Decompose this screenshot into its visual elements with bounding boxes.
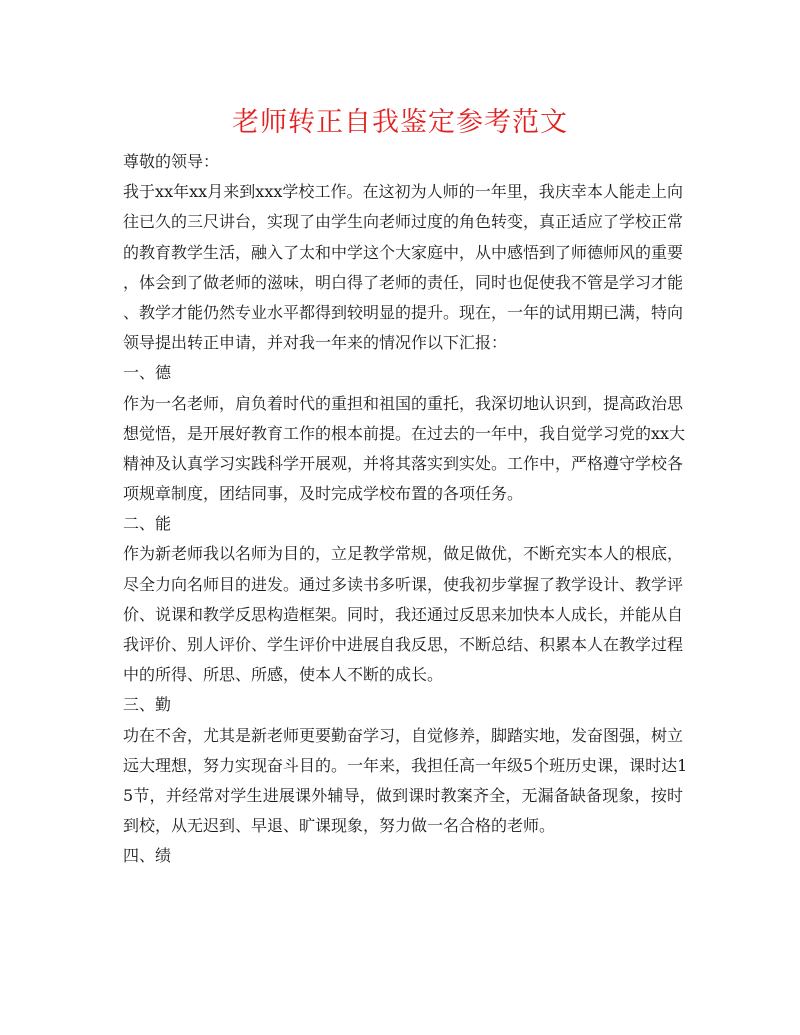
document-title: 老师转正自我鉴定参考范文 [232,107,568,138]
paragraph-line: 想觉悟，是开展好教育工作的根本前提。在过去的一年中，我自觉学习党的xx大 [123,423,686,443]
paragraph-line: 领导提出转正申请，并对我一年来的情况作以下汇报： [123,333,508,353]
paragraph-line: 项规章制度，团结同事，及时完成学校布置的各项任务。 [123,484,524,504]
paragraph-line: 尽全力向名师目的进发。通过多读书多听课，使我初步掌握了教学设计、教学评 [123,574,684,594]
paragraph-line: ，体会到了做老师的滋味，明白得了老师的责任，同时也促使我不管是学习才能 [123,272,684,292]
paragraph-line: 作为一名老师，肩负着时代的重担和祖国的重托，我深切地认识到，提高政治思 [123,393,684,413]
document-body [123,147,688,872]
paragraph-line: 往已久的三尺讲台，实现了由学生向老师过度的角色转变，真正适应了学校正常 [123,212,684,232]
paragraph-line: 5节，并经常对学生进展课外辅导，做到课时教案齐全，无漏备缺备现象，按时 [123,785,683,805]
paragraph-line: 到校，从无迟到、早退、旷课现象，努力做一名合格的老师。 [123,816,556,836]
paragraph-line: 作为新老师我以名师为目的，立足教学常规，做足做优，不断充实本人的根底， [123,544,684,564]
paragraph-line: 价、说课和教学反思构造框架。同时，我还通过反思来加快本人成长，并能从自 [123,604,684,624]
paragraph-line: 我于xx年xx月来到xxx学校工作。在这初为人师的一年里，我庆幸本人能走上向 [123,182,683,202]
section-heading-neng: 二、能 [123,514,172,534]
section-heading-ji: 四、绩 [123,846,172,866]
section-heading-de: 一、德 [123,363,172,383]
paragraph-line: 精神及认真学习实践科学开展观，并将其落实到实处。工作中，严格遵守学校各 [123,453,684,473]
section-heading-qin: 三、勤 [123,695,172,715]
paragraph-line: 功在不舍，尤其是新老师更要勤奋学习，自觉修养，脚踏实地，发奋图强，树立 [123,725,684,745]
paragraph-line: 中的所得、所思、所感，使本人不断的成长。 [123,665,444,685]
paragraph-line: 、教学才能仍然专业水平都得到较明显的提升。现在，一年的试用期已满，特向 [123,302,684,322]
paragraph-line: 远大理想，努力实现奋斗目的。一年来，我担任高一年级5个班历史课，课时达1 [123,755,688,775]
paragraph-line: 的教育教学生活，融入了太和中学这个大家庭中，从中感悟到了师德师风的重要 [123,242,684,262]
salutation-line: 尊敬的领导： [123,152,220,171]
paragraph-line: 我评价、别人评价、学生评价中进展自我反思，不断总结、积累本人在教学过程 [123,635,684,654]
